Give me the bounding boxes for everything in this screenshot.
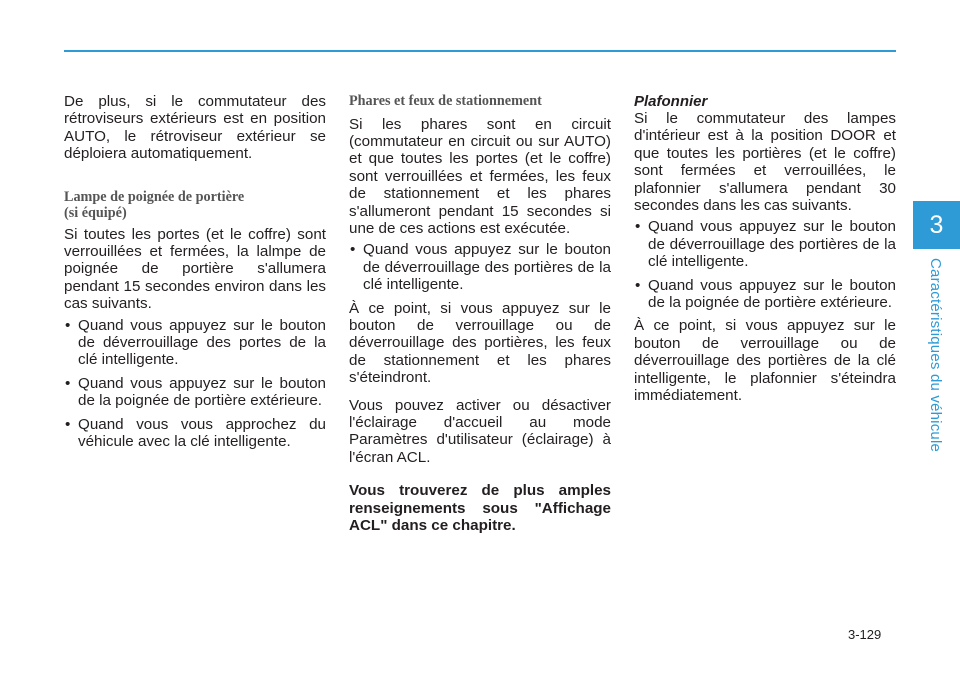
column-1 — [64, 93, 326, 457]
body-paragraph: Si toutes les portes (et le coffre) sont verrouillées et fermées, la lalmpe de poignée de portière s'allumera pendant 15 secondes environ dans les cas suivants. — [64, 225, 326, 313]
chapter-tab — [913, 201, 960, 249]
list-item: • Quand vous appuyez sur le bouton de la poignée de portière extérieure. — [64, 375, 326, 410]
heading-line-1: Lampe de poignée de portière — [64, 188, 245, 205]
body-paragraph: Si le commutateur des lampes d'intérieur est à la position DOOR et que toutes les portières (et le coffre) sont fermées et verrouillées, le plafonnier s'allumera pendant 30 secondes dans les cas suivants. — [634, 110, 896, 215]
reference-note: Vous trouverez de plus amples renseignements sous "Affichage ACL" dans ce chapitre. — [349, 482, 611, 535]
chapter-number: 3 — [929, 210, 944, 239]
section-heading-dome-light: Plafonnier — [634, 93, 708, 110]
body-paragraph: À ce point, si vous appuyez sur le bouton de verrouillage ou de déverrouillage des portières, les feux de stationnement et les phares s'éteindront. — [349, 299, 611, 387]
column-2 — [349, 93, 611, 534]
heading-line-2: (si équipé) — [64, 205, 127, 222]
list-item: • Quand vous vous approchez du véhicule avec la clé intelligente. — [64, 416, 326, 451]
bullet-list — [349, 241, 611, 293]
body-paragraph: Si les phares sont en circuit (commutateur en circuit ou sur AUTO) et que toutes les portes (et le coffre) sont verrouillées et fermées, les feux de stationnement et les phares s'allumeront pendant 15 secondes si une de ces actions est exécutée. — [349, 115, 611, 237]
section-heading-door-handle-lamp — [64, 189, 326, 222]
body-paragraph: Vous pouvez activer ou désactiver l'éclairage d'accueil au mode Paramètres d'utilisateur (éclairage) à l'écran ACL. — [349, 396, 611, 466]
list-item: • Quand vous appuyez sur le bouton de déverrouillage des portières de la clé intelligente. — [634, 218, 896, 270]
chapter-title: Caractéristiques du véhicule — [927, 258, 944, 453]
column-3 — [634, 93, 896, 405]
section-heading-headlamps: Phares et feux de stationnement — [349, 93, 542, 109]
bullet-list — [634, 218, 896, 311]
list-item: • Quand vous appuyez sur le bouton de déverrouillage des portières de la clé intelligente. — [349, 241, 611, 293]
header-rule — [64, 50, 896, 52]
intro-paragraph: De plus, si le commutateur des rétroviseurs extérieurs est en position AUTO, le rétroviseur extérieur se déploiera automatiquement. — [64, 93, 326, 163]
page-number: 3-129 — [848, 627, 882, 642]
list-item: • Quand vous appuyez sur le bouton de déverrouillage des portes de la clé intelligente. — [64, 317, 326, 369]
list-item: • Quand vous appuyez sur le bouton de la poignée de portière extérieure. — [634, 277, 896, 312]
body-paragraph: À ce point, si vous appuyez sur le bouton de verrouillage ou de déverrouillage des portières de la clé intelligente, le plafonnier s'éteindra immédiatement. — [634, 317, 896, 405]
bullet-list — [64, 317, 326, 451]
